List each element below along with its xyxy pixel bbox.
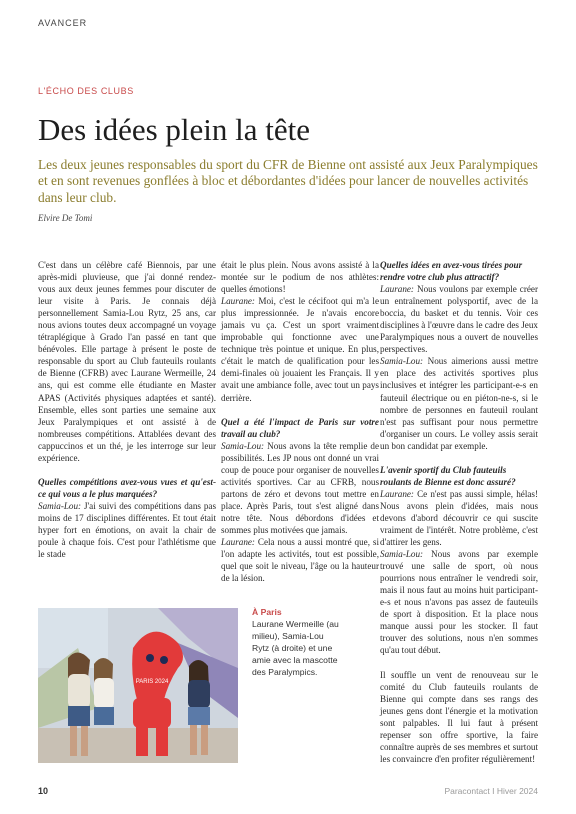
article-lead: Les deux jeunes responsables du sport du CFR de Bienne ont assisté aux Jeux Paralympiques et en sont revenues gonflées à bloc et débordantes d'idées pour lancer de nouvelles activités dans leur club. [38, 157, 538, 205]
speaker: Samia-Lou: [380, 356, 424, 367]
column-1 [38, 259, 216, 560]
speaker: Samia-Lou: [221, 440, 265, 451]
speaker: Laurane: [221, 296, 255, 307]
answer-7 [380, 488, 538, 548]
answer-3 [221, 440, 379, 536]
outro-paragraph: Il souffle un vent de renouveau sur le comité du Club fauteuils roulants de Bienne qui compte dans ses rangs des jeunes gens dont l'énergie et la motivation sont palpables. Il lui faut à présent repenser son offre sportive, la faire connaître auprès de ses membres et surtout les convaincre d'en profiter régulièrement! [380, 669, 538, 764]
answer-text: Cela nous a aussi montré que, si l'on adapte les activités, tout est possible, quel que soit le niveau, l'âge ou la hauteur de la lésion. [221, 537, 380, 584]
answer-1 [38, 500, 216, 560]
speaker: Laurane: [221, 537, 255, 548]
speaker: Laurane: [380, 488, 414, 499]
speaker: Laurane: [380, 284, 414, 295]
answer-text: J'ai suivi des compétitions dans pas moins de 17 disciplines différentes. Et tout était hyper fort en émotions, on avait la chair de poule à chaque fois. C'est pour l'athlétisme que le stade [38, 500, 216, 560]
answer-4 [221, 536, 379, 584]
question-4: L'avenir sportif du Club fauteuils roulants de Bienne est donc assuré? [380, 464, 516, 487]
section-label: L'ÉCHO DES CLUBS [38, 86, 134, 96]
speaker: Samia-Lou: [380, 549, 424, 560]
answer-text: Nous voulons par exemple créer un entraînement polysportif, avec de la boccia, du basket et du tennis. Voir ces disciplines à l'œuvre dans le cadre des Jeux Paralympiques nous a ouvert de nouvelles perspectives. [380, 284, 538, 355]
photo-illustration [38, 608, 238, 763]
answer-6 [380, 355, 538, 451]
question-3: Quelles idées en avez-vous tirées pour rendre votre club plus attractif? [380, 260, 523, 283]
column-3 [380, 259, 538, 765]
answer-continued: était le plus plein. Nous avons assisté à la montée sur le podium de nos athlètes: quelles émotions! [221, 260, 379, 295]
answer-text: Nous avons la tête remplie de possibilités. Les JP nous ont donné un vrai coup de pouce pour organiser de nouvelles activités sportives. Car au CFRB, nous partons de zéro et devons tout mettre en place. Après Paris, tout s'est aligné dans notre tête. Nous débordons d'idées et sommes plus motivées que jamais. [221, 440, 380, 535]
answer-text: Nous aimerions aussi mettre en place des activités sportives plus inclusives et intégrer les participant-e-s en fauteuil électrique ou en piéton-ne-s, si le nombre de personnes en fauteuil roulant n'est pas suffisant pour nous permettre d'organiser un cours. Le volley assis serait un bon candidat par exemple. [380, 356, 539, 451]
publication-footer: Paracontact I Hiver 2024 [444, 786, 538, 796]
article-photo [38, 608, 238, 763]
page-number: 10 [38, 786, 49, 796]
answer-text: Moi, c'est le cécifoot qui m'a le plus impressionnée. Je n'avais encore jamais vu ça. C'est un sport vraiment improbable qui fonctionne avec une technique très pointue et unique. En plus, c'était le match de qualification pour les demi-finales où jouaient les Français. Il y avait une ambiance folle, avec tout un pays derrière. [221, 296, 379, 403]
column-2 [221, 259, 379, 584]
answer-text: Nous avons par exemple trouvé une salle de sport, où nous pourrions nous entraîner le vendredi soir, mais il nous faut au moins huit participant-e-s et nous n'avons pas assez de fauteuils de sport à disposition. Et la place nous manque aussi pour les stocker. Il faut trouver des solutions, nous n'en sommes qu'au tout début. [380, 549, 538, 656]
rubric-header: AVANCER [38, 18, 88, 28]
article-title: Des idées plein la tête [38, 112, 311, 147]
photo-caption [252, 606, 342, 678]
mascot-badge-text: PARIS 2024 [135, 679, 169, 685]
speaker: Samia-Lou: [38, 500, 82, 511]
answer-8 [380, 548, 538, 656]
answer-2 [221, 295, 379, 403]
caption-text: Laurane Wermeille (au milieu), Samia-Lou Rytz (à droite) et une amie avec la mascotte des Paralympics. [252, 619, 339, 677]
caption-title: À Paris [252, 607, 282, 617]
answer-text: Ce n'est pas aussi simple, hélas! Nous avons plein d'idées, mais nous devons d'abord découvrir ce qui suscite vraiment de l'intérêt. Notre problème, c'est d'attirer les gens. [380, 488, 538, 548]
answer-5 [380, 283, 538, 355]
intro-paragraph: C'est dans un célèbre café Biennois, par une après-midi pluvieuse, que j'ai donné rendez-vous aux deux jeunes femmes pour discuter de leur visite à Paris. Je connais déjà personnellement Samia-Lou Rytz, 25 ans, car nous avions toutes deux accompagné un voyage tétraplégique à Grado l'an passé en tant que bénévoles. Elle partage à présent le poste de responsable du sport au Club fauteuils roulants de Bienne (CFRB) avec Laurane Wermeille, 24 ans, qui est comme elle étudiante en Master APAS (Activités physiques adaptées et santé). Ensemble, elles sont parties une semaine aux Jeux Paralympiques et ont assisté à de nombreuses compétitions. Attablées devant des cappuccinos et un thé, je les interroge sur leur expérience. [38, 260, 216, 463]
question-2: Quel a été l'impact de Paris sur votre travail au club? [221, 416, 379, 439]
question-1: Quelles compétitions avez-vous vues et qu'est-ce qui vous a le plus marquées? [38, 476, 216, 499]
author-byline: Elvire De Tomi [38, 213, 93, 223]
